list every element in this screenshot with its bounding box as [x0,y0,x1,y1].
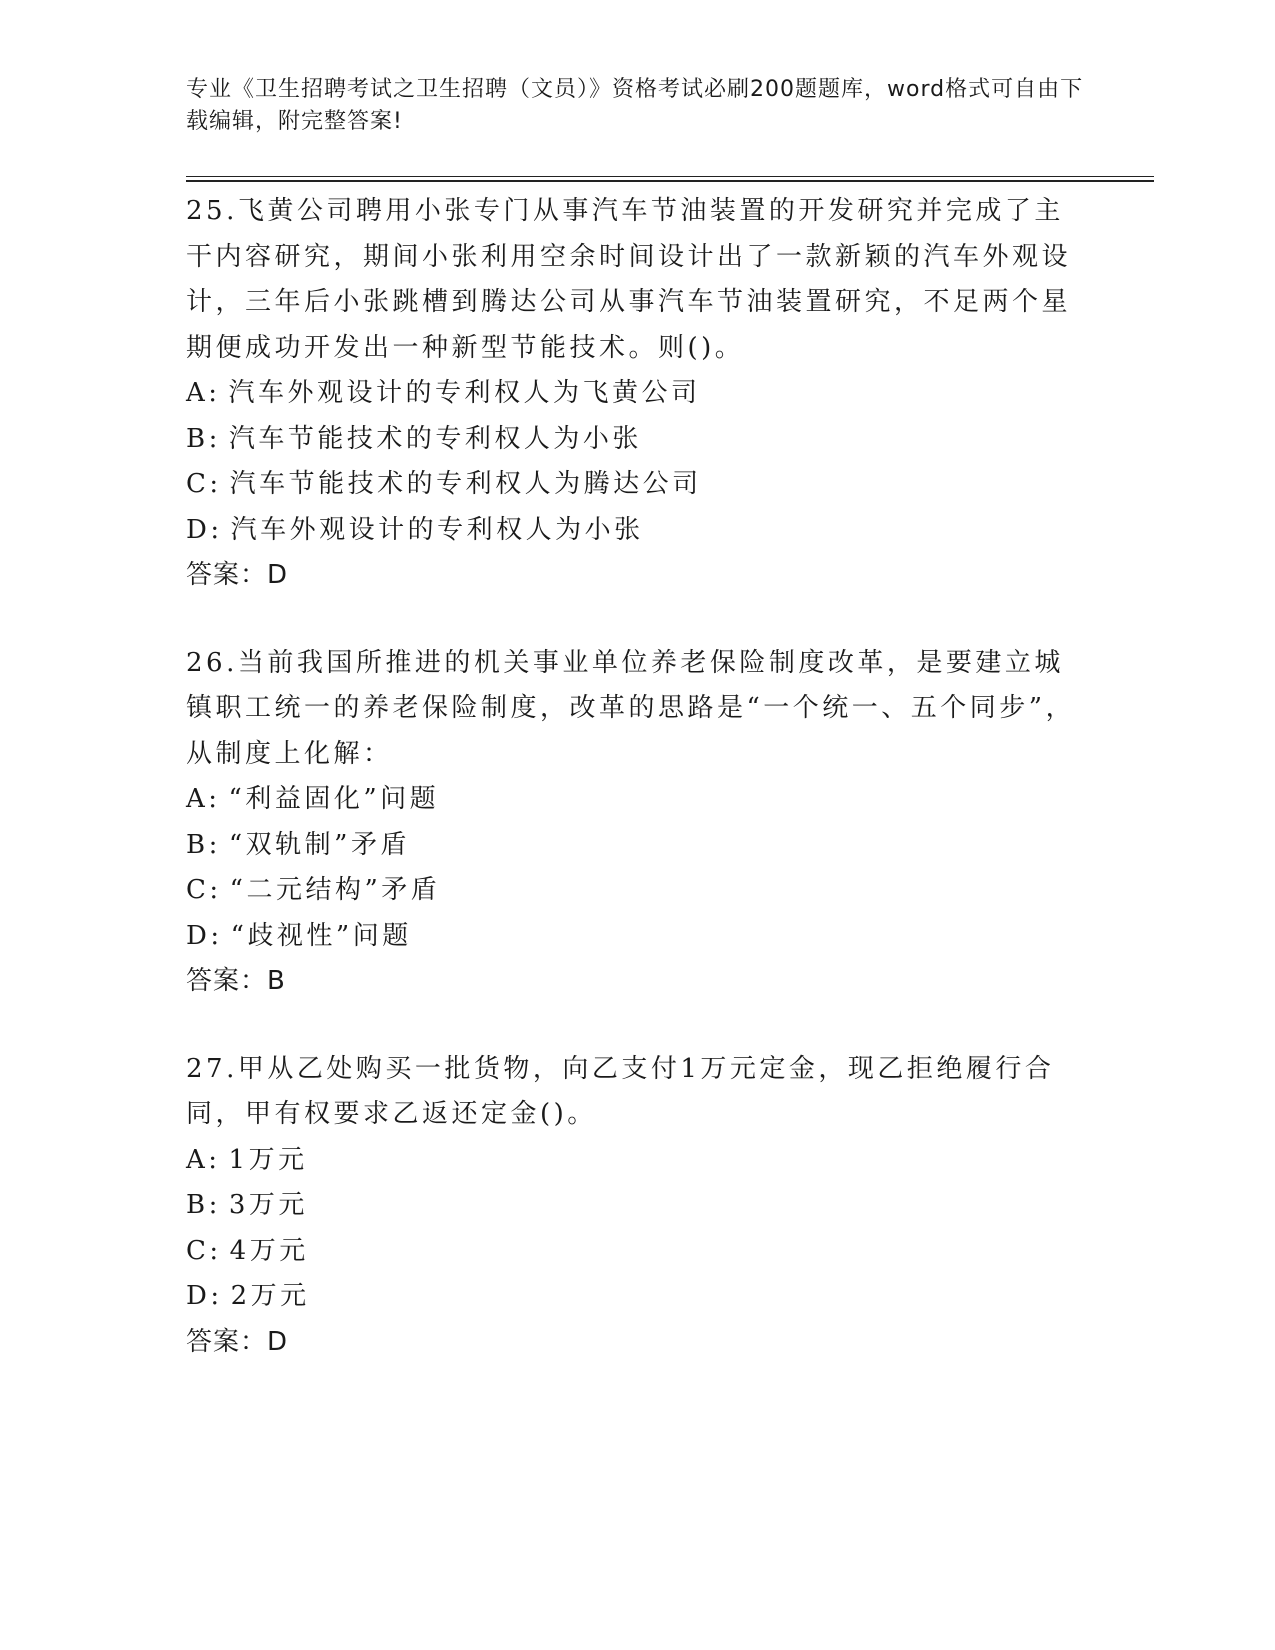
option-d [186,914,1086,960]
option-text: 1万元 [228,1144,308,1175]
answer-line: 答案：D [186,560,289,590]
option-text: 汽车节能技术的专利权人为小张 [228,423,642,454]
option-text: “利益固化”问题 [228,784,440,814]
option-c [186,462,1086,508]
option-letter: A: [186,378,221,408]
option-letter: B: [186,829,221,860]
answer-line: 答案：B [186,966,286,996]
option-letter: C: [186,469,222,499]
option-b [186,823,1086,869]
question-stem: 26.当前我国所推进的机关事业单位养老保险制度改革，是要建立城镇职工统一的养老保险制度，改革的思路是“一个统一、五个同步”，从制度上化解： [186,647,1076,769]
option-a [186,371,1086,417]
option-text: 2万元 [230,1281,310,1311]
option-a [186,1138,1086,1184]
question-stem: 27.甲从乙处购买一批货物，向乙支付1万元定金，现乙拒绝履行合同，甲有权要求乙返还定金()。 [186,1053,1055,1129]
option-d [186,1274,1086,1320]
option-a [186,777,1086,823]
option-text: 4万元 [229,1235,309,1266]
question-27 [186,1047,1086,1366]
option-text: 3万元 [228,1190,308,1220]
option-d [186,508,1086,554]
page-header: 专业《卫生招聘考试之卫生招聘（文员）》资格考试必刷200题题库，word格式可自由下载编辑，附完整答案! [186,77,1084,134]
option-text: 汽车外观设计的专利权人为小张 [230,514,644,545]
option-text: “双轨制”矛盾 [228,829,410,860]
question-stem: 25.飞黄公司聘用小张专门从事汽车节油装置的开发研究并完成了主干内容研究，期间小张利用空余时间设计出了一款新颖的汽车外观设计，三年后小张跳槽到腾达公司从事汽车节油装置研究，不足两个星期便成功开发出一种新型节能技术。则()。 [186,196,1072,363]
answer-line: 答案：D [186,1326,289,1357]
option-letter: D: [186,920,223,951]
option-b [186,1183,1086,1229]
question-26 [186,641,1086,1005]
question-list [186,189,1086,1407]
option-letter: A: [186,1144,221,1175]
header-divider [186,176,1154,182]
option-letter: A: [186,784,221,814]
option-text: “歧视性”问题 [230,920,412,951]
option-b [186,417,1086,463]
option-text: 汽车外观设计的专利权人为飞黄公司 [228,378,701,408]
option-c [186,868,1086,914]
option-letter: B: [186,423,221,454]
option-c [186,1229,1086,1275]
option-letter: B: [186,1190,221,1220]
option-text: 汽车节能技术的专利权人为腾达公司 [229,469,702,499]
option-text: “二元结构”矛盾 [229,875,441,905]
option-letter: C: [186,1235,222,1266]
option-letter: C: [186,875,222,905]
question-25 [186,189,1086,599]
option-letter: D: [186,514,223,545]
option-letter: D: [186,1281,223,1311]
